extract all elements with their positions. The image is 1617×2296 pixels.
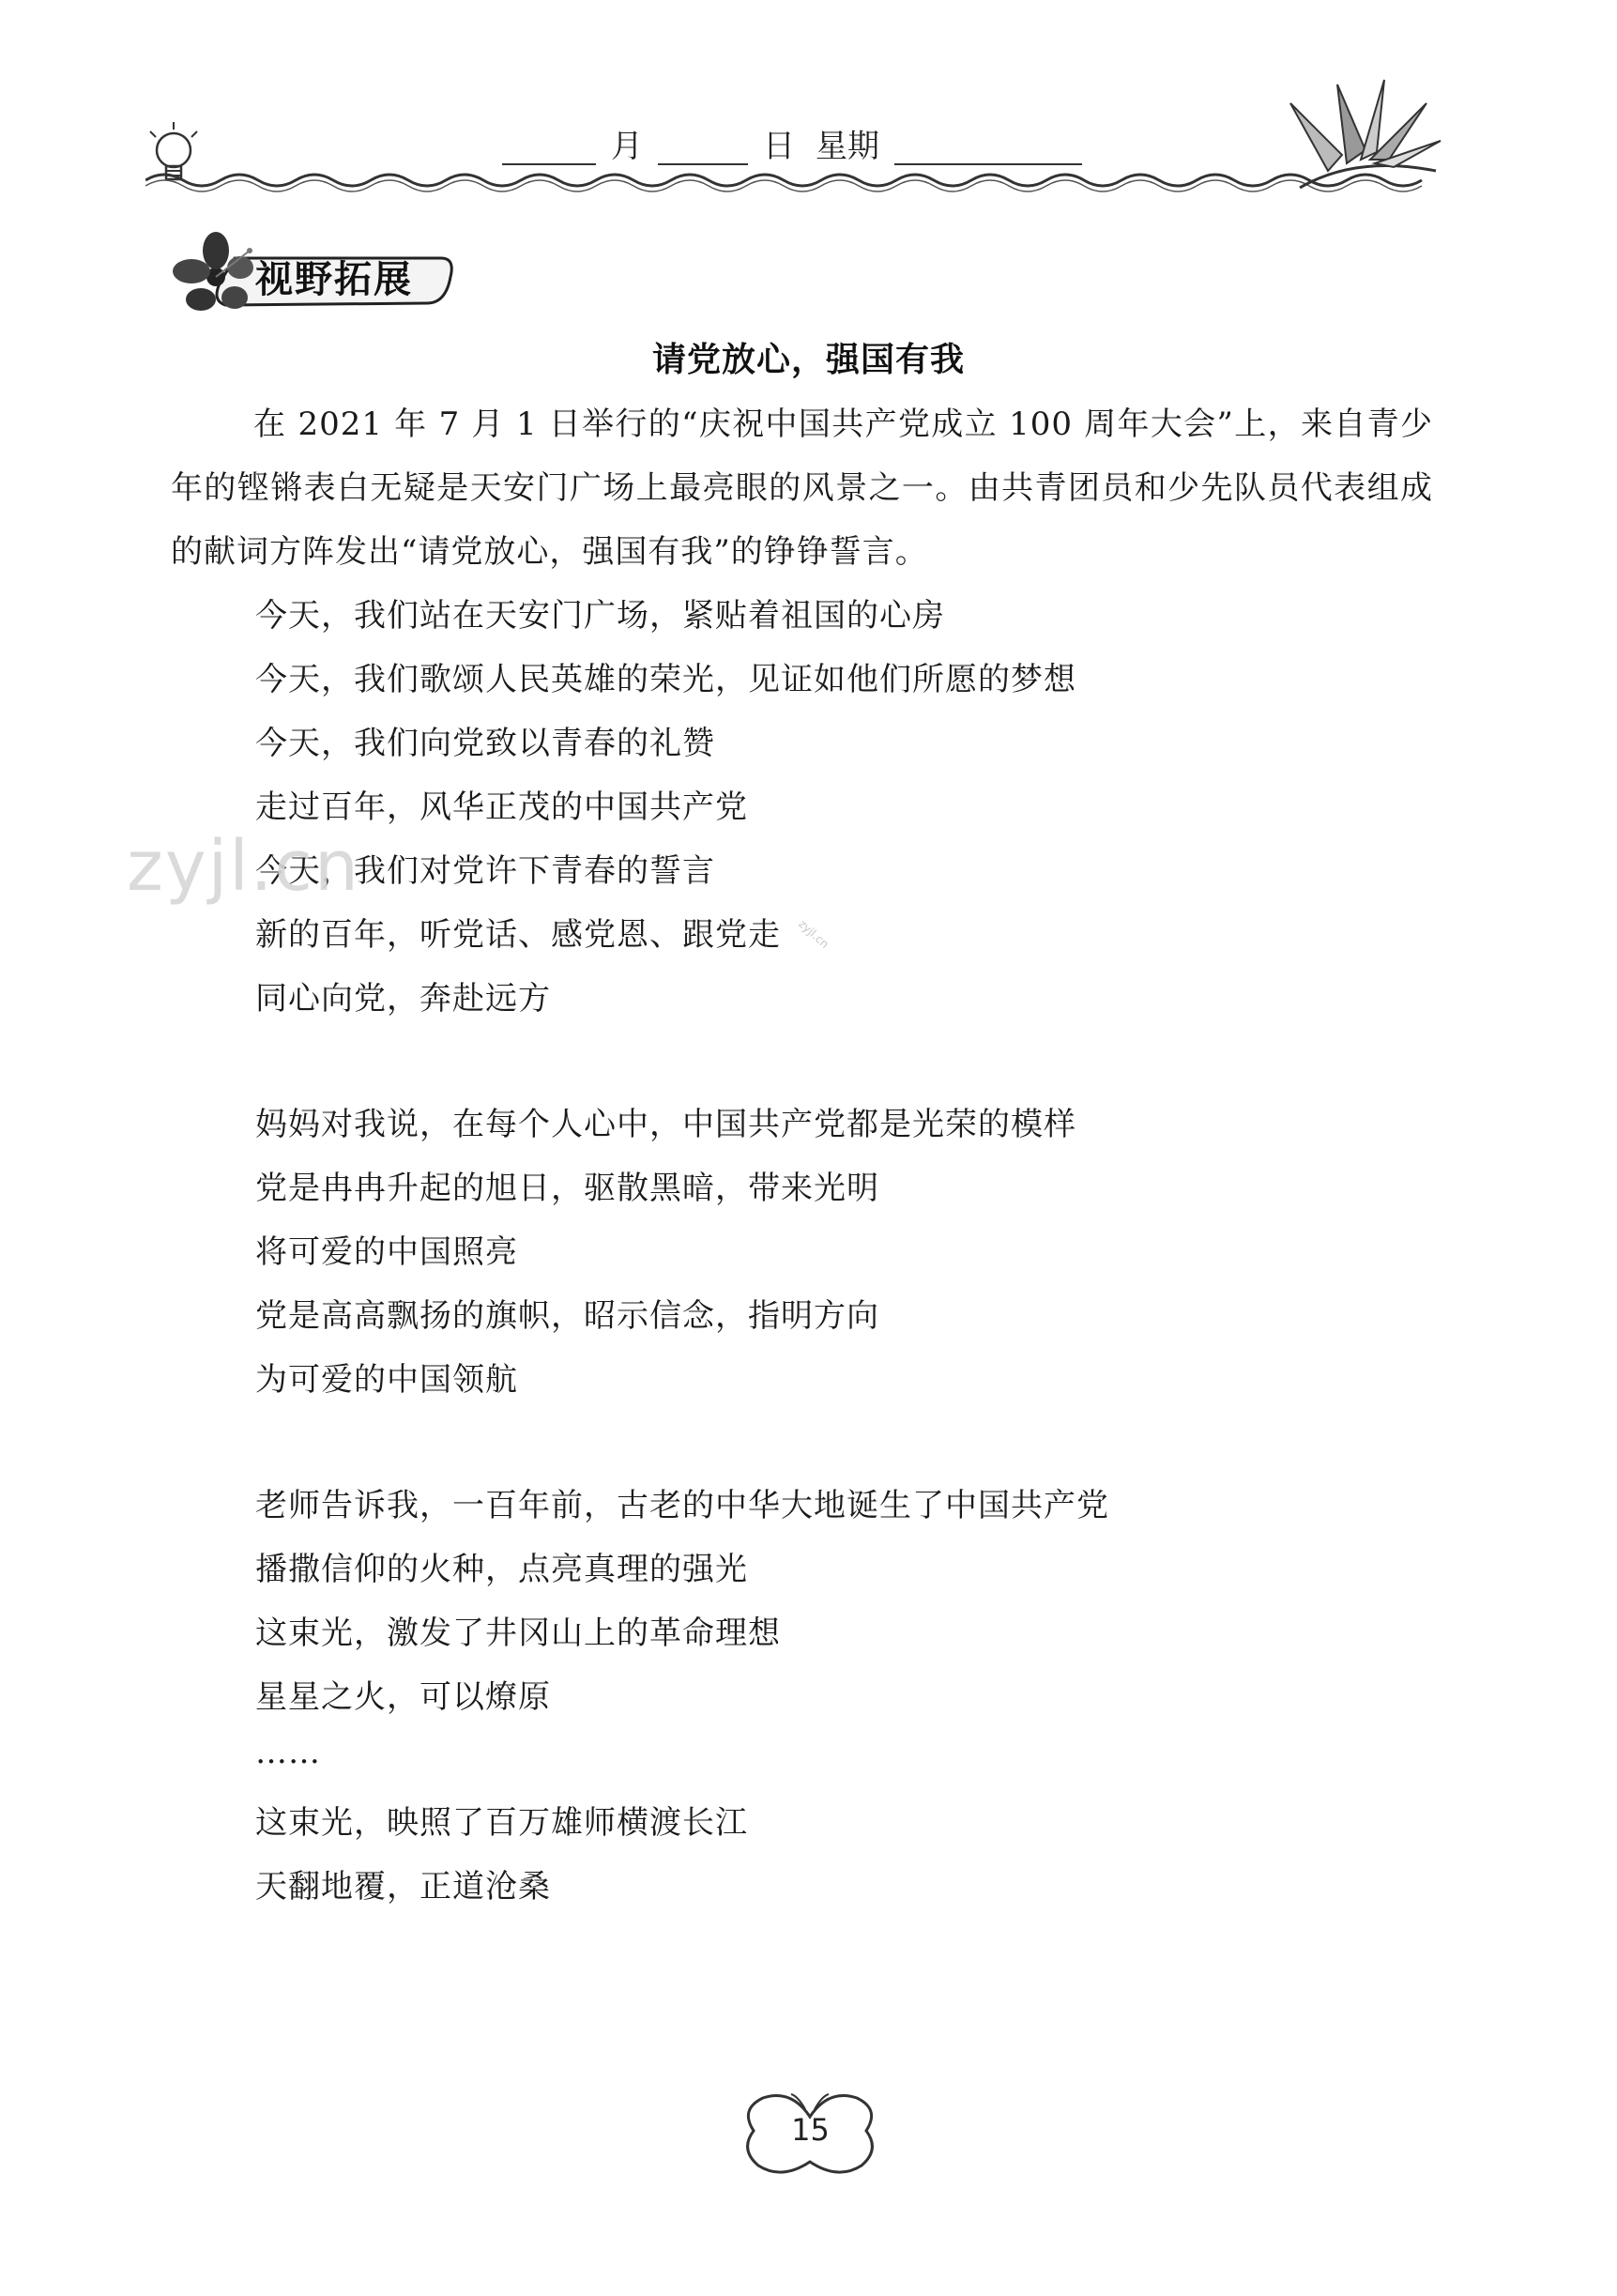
watermark: zyjl.cn [127, 826, 360, 907]
poem-line: 星星之火，可以燎原 [255, 1678, 551, 1716]
header-wave-divider [145, 160, 1431, 197]
article-title: 请党放心，强国有我 [651, 341, 965, 379]
poem-line: 同心向党，奔赴远方 [255, 980, 551, 1018]
month-label: 月 [611, 128, 643, 165]
weekday-label: 星期 [816, 128, 879, 165]
poem-line: 今天，我们向党致以青春的礼赞 [255, 725, 715, 762]
poem-stanza-3 [255, 1474, 1381, 1919]
poem-line: 走过百年，风华正茂的中国共产党 [255, 788, 748, 826]
poem-line: 党是冉冉升起的旭日，驱散黑暗，带来光明 [255, 1170, 879, 1207]
day-label: 日 [763, 128, 795, 165]
page-number: 15 [791, 2112, 830, 2148]
poem-line: 将可爱的中国照亮 [255, 1233, 518, 1271]
poem-line: 播撒信仰的火种，点亮真理的强光 [255, 1551, 748, 1588]
poem-line: 妈妈对我说，在每个人心中，中国共产党都是光荣的模样 [255, 1106, 1076, 1143]
poem-stanza-1 [255, 584, 1381, 1031]
poem-line-ellipsis: …… [255, 1734, 321, 1771]
poem-line: 今天，我们对党许下青春的誓言 [255, 852, 715, 890]
poem-line: 这束光，激发了井冈山上的革命理想 [255, 1615, 781, 1652]
intro-paragraph: 在 2021 年 7 月 1 日举行的“庆祝中国共产党成立 100 周年大会”上，来自青少年的铿锵表白无疑是天安门广场上最亮眼的风景之一。由共青团员和少先队员代表组成的献词方阵发出“请党放心，强国有我”的铮铮誓言。 [171, 406, 1433, 571]
poem-line: 新的百年，听党话、感党恩、跟党走 [255, 916, 781, 954]
poem-line: 今天，我们站在天安门广场，紧贴着祖国的心房 [255, 597, 945, 635]
date-line [502, 113, 1103, 165]
hibiscus-icon [173, 232, 253, 311]
watermark-small: zyjl.cn [796, 917, 831, 951]
section-badge-label: 视野拓展 [255, 258, 413, 301]
poem-line: 党是高高飘扬的旗帜，昭示信念，指明方向 [255, 1297, 879, 1335]
poem-line: 老师告诉我，一百年前，古老的中华大地诞生了中国共产党 [255, 1487, 1109, 1524]
poem-line: 天翻地覆，正道沧桑 [255, 1868, 551, 1906]
bird-of-paradise-flower-icon [1272, 66, 1450, 197]
poem-stanza-2 [255, 1093, 1381, 1412]
poem-line: 今天，我们歌颂人民英雄的荣光，见证如他们所愿的梦想 [255, 661, 1076, 698]
poem-line: 这束光，映照了百万雄师横渡长江 [255, 1804, 748, 1842]
poem-line: 为可爱的中国领航 [255, 1361, 518, 1399]
